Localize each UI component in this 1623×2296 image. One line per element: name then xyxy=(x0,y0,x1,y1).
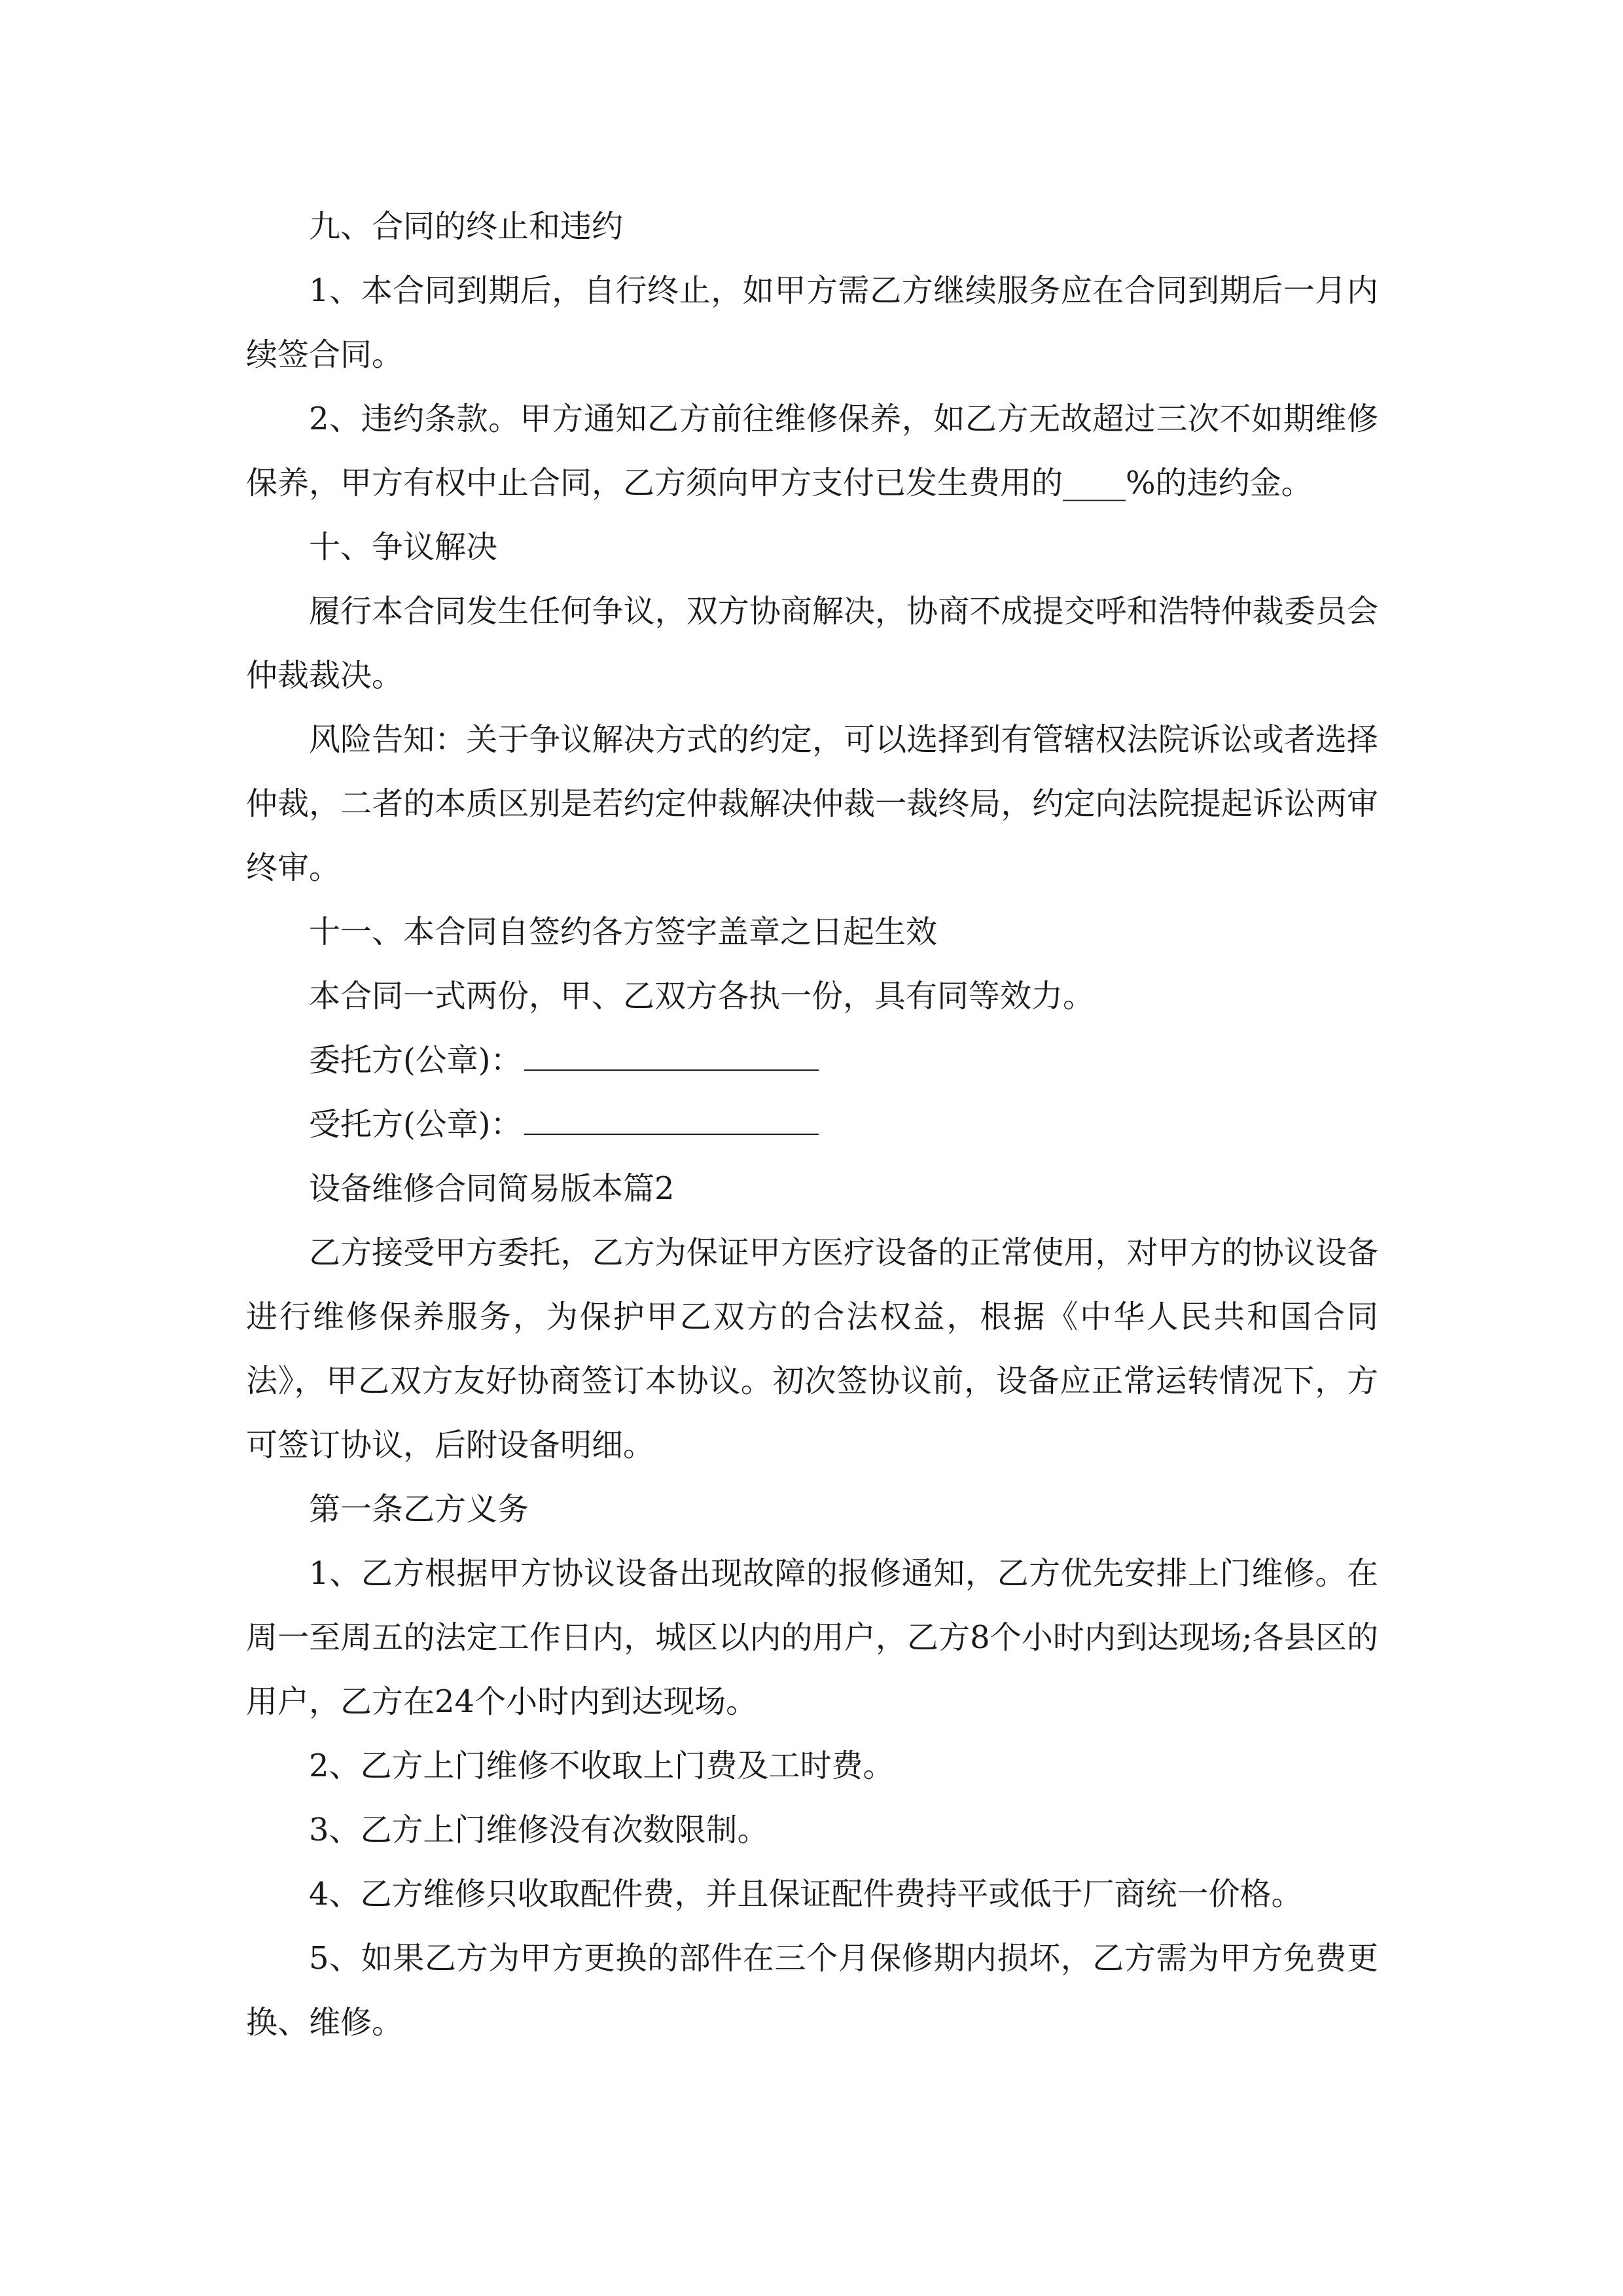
paragraph: 1、乙方根据甲方协议设备出现故障的报修通知，乙方优先安排上门维修。在周一至周五的法定工作日内，城区以内的用户，乙方8个小时内到达现场;各县区的用户，乙方在24个小时内到达现场。 xyxy=(246,1555,1378,1720)
paragraph: 2、乙方上门维修不收取上门费及工时费。 xyxy=(309,1748,895,1784)
paragraph: 履行本合同发生任何争议，双方协商解决，协商不成提交呼和浩特仲裁委员会仲裁裁决。 xyxy=(246,593,1378,694)
paragraph: 1、本合同到期后，自行终止，如甲方需乙方继续服务应在合同到期后一月内续签合同。 xyxy=(246,272,1378,373)
paragraph: 2、违约条款。甲方通知乙方前往维修保养，如乙方无故超过三次不如期维修保养，甲方有权中止合同，乙方须向甲方支付已发生费用的____%的违约金。 xyxy=(246,401,1378,501)
signature-line-client xyxy=(524,1038,819,1071)
paragraph: 乙方接受甲方委托，乙方为保证甲方医疗设备的正常使用，对甲方的协议设备进行维修保养服务，为保护甲乙双方的合法权益，根据《中华人民共和国合同法》，甲乙双方友好协商签订本协议。初次签协议前，设备应正常运转情况下，方可签订协议，后附设备明细。 xyxy=(246,1234,1378,1463)
article-title: 设备维修合同简易版本篇2 xyxy=(309,1170,675,1207)
paragraph: 本合同一式两份，甲、乙双方各执一份，具有同等效力。 xyxy=(309,978,1095,1014)
signature-row-contractor xyxy=(246,1092,1378,1157)
signature-row-client xyxy=(246,1028,1378,1092)
section-heading-termination: 九、合同的终止和违约 xyxy=(309,208,624,245)
paragraph: 3、乙方上门维修没有次数限制。 xyxy=(309,1812,769,1848)
paragraph-risk-notice: 风险告知：关于争议解决方式的约定，可以选择到有管辖权法院诉讼或者选择仲裁，二者的本质区别是若约定仲裁解决仲裁一裁终局，约定向法院提起诉讼两审终审。 xyxy=(246,721,1378,886)
section-heading-effect: 十一、本合同自签约各方签字盖章之日起生效 xyxy=(309,914,938,950)
signature-label-client: 委托方(公章)： xyxy=(309,1042,522,1079)
section-heading-dispute: 十、争议解决 xyxy=(309,529,498,565)
paragraph: 4、乙方维修只收取配件费，并且保证配件费持平或低于厂商统一价格。 xyxy=(309,1876,1303,1912)
signature-line-contractor xyxy=(524,1102,819,1135)
paragraph: 5、如果乙方为甲方更换的部件在三个月保修期内损坏，乙方需为甲方免费更换、维修。 xyxy=(246,1940,1378,2041)
signature-label-contractor: 受托方(公章)： xyxy=(309,1106,522,1143)
document-body xyxy=(246,194,1378,2054)
section-heading-obligations: 第一条乙方义务 xyxy=(309,1491,529,1528)
